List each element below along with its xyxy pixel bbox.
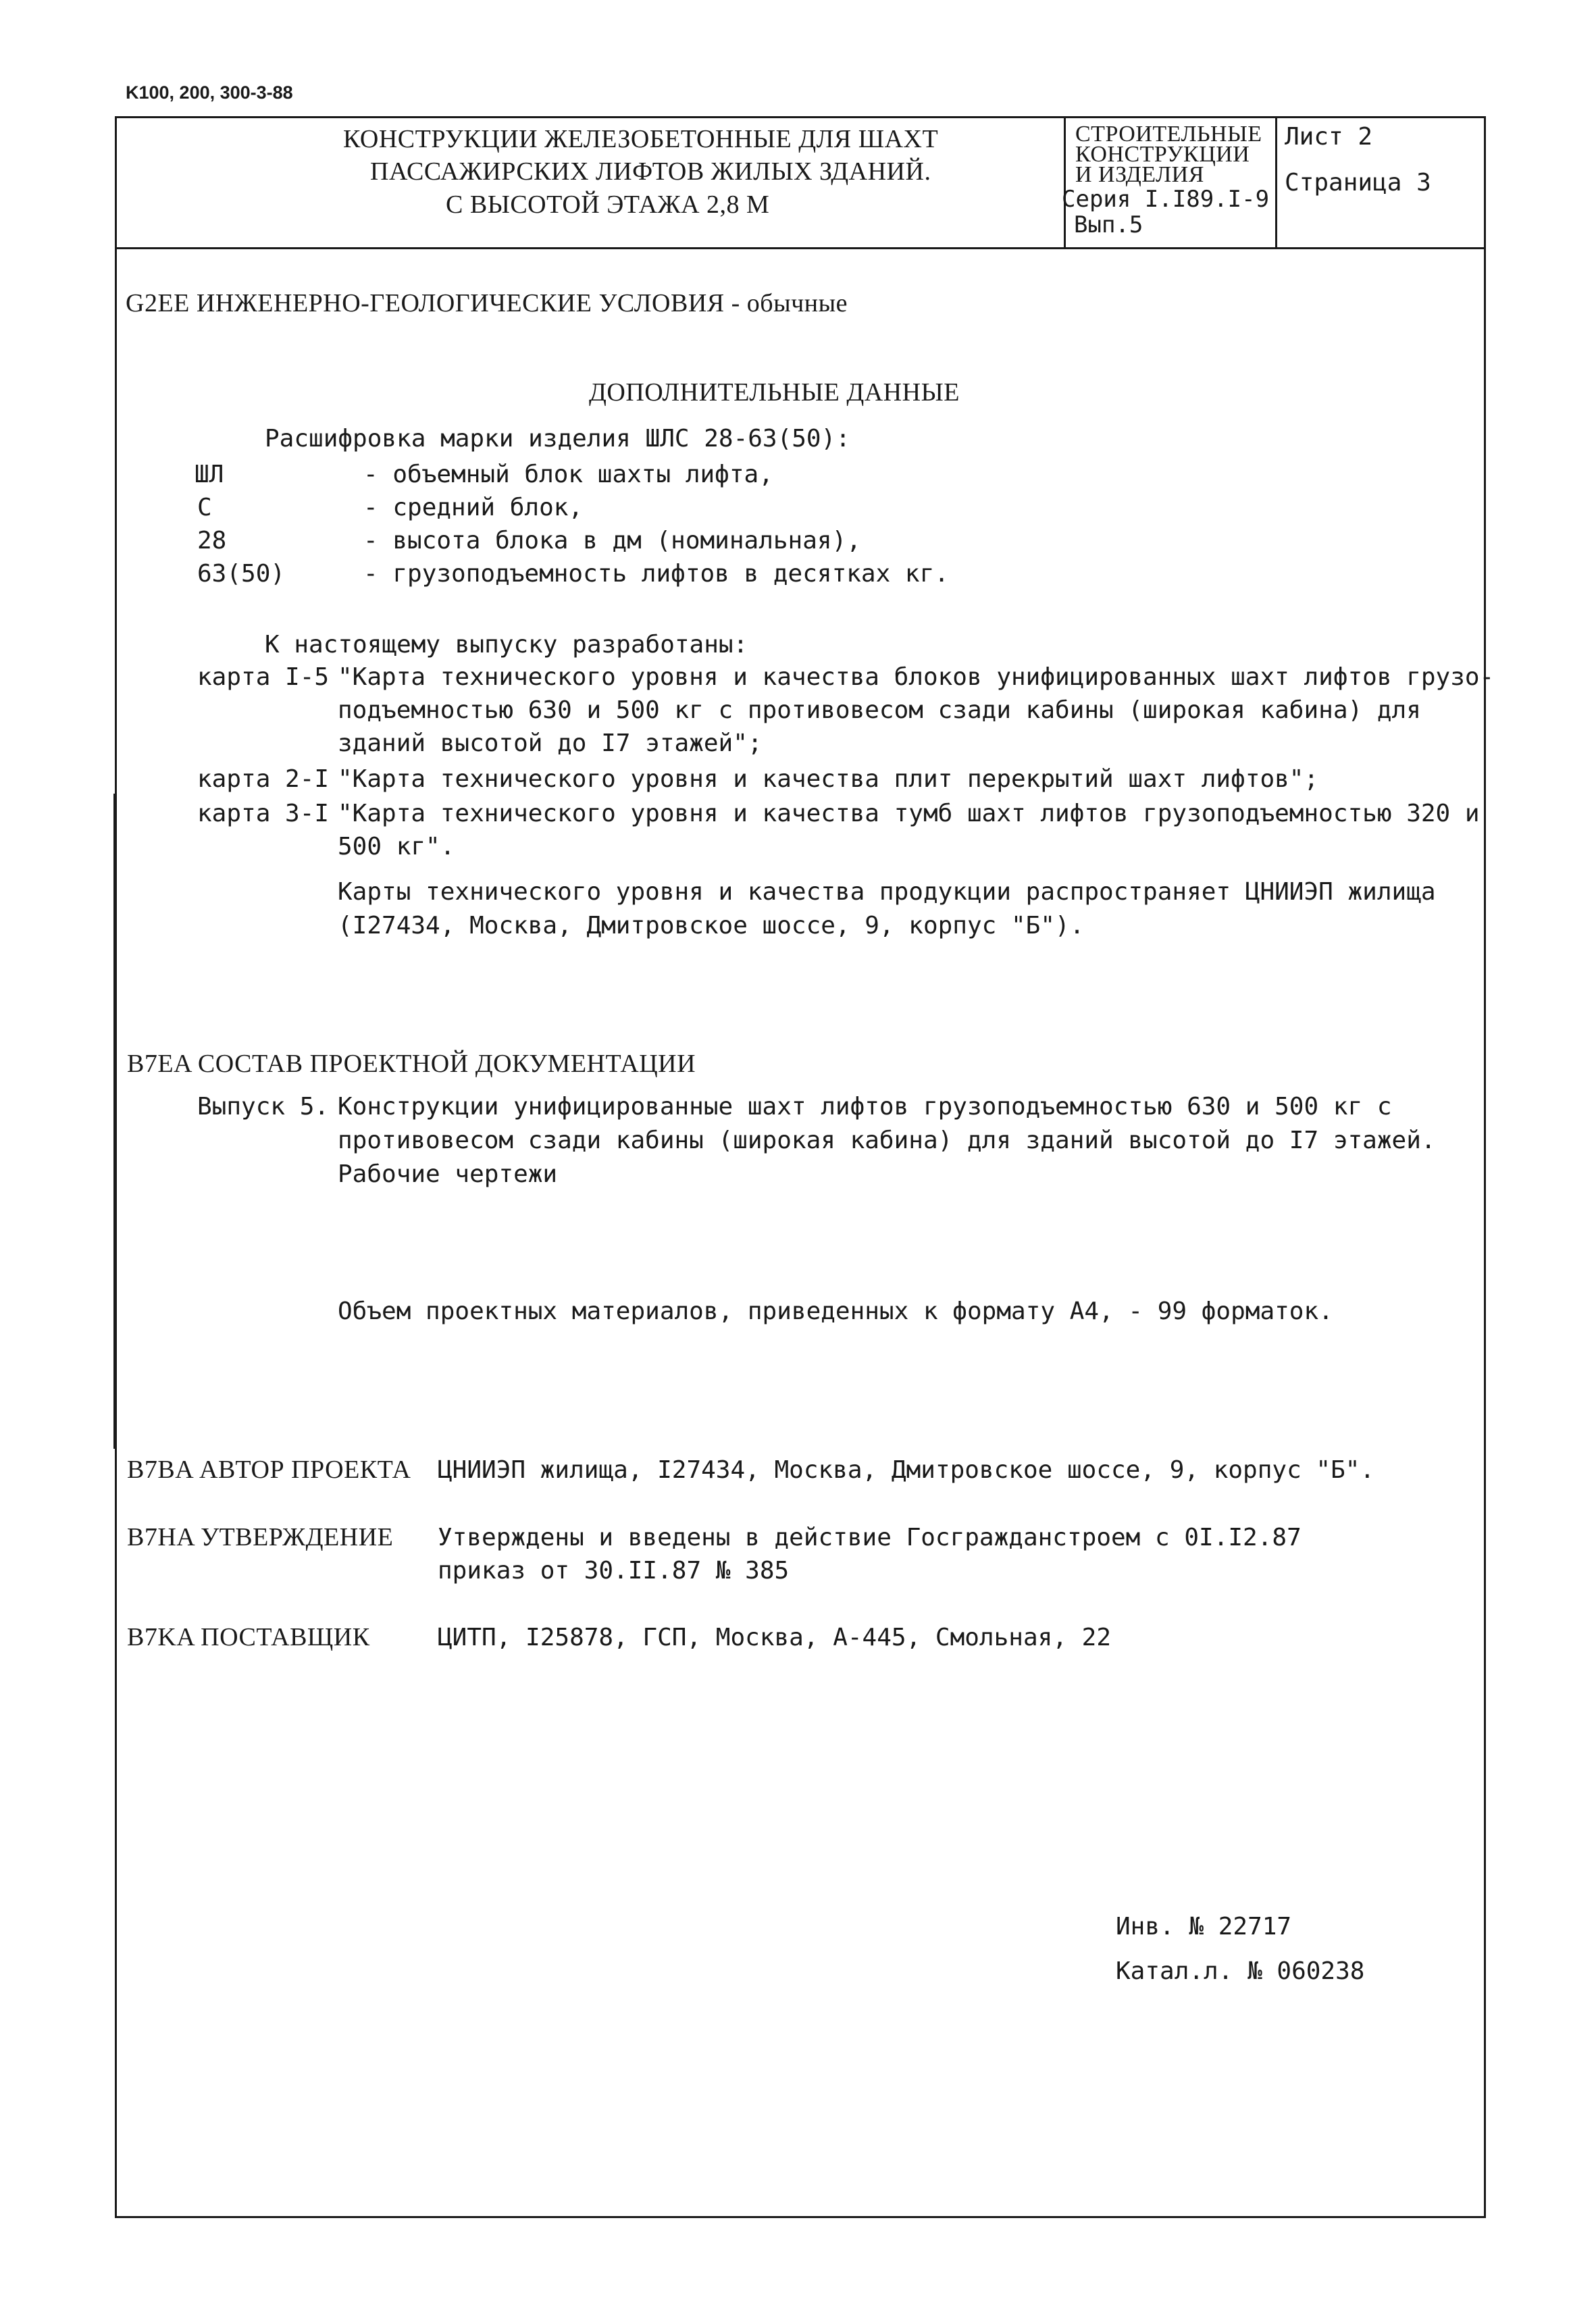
decode-code: 28 bbox=[197, 527, 227, 555]
geology-conditions: G2EE ИНЖЕНЕРНО-ГЕОЛОГИЧЕСКИЕ УСЛОВИЯ - обычные bbox=[126, 289, 848, 317]
header-title-line-2: ПАССАЖИРСКИХ ЛИФТОВ ЖИЛЫХ ЗДАНИЙ. bbox=[370, 157, 931, 186]
left-margin-mark bbox=[113, 794, 116, 1449]
header-bottom-rule bbox=[115, 247, 1486, 249]
card-label: карта 2-I bbox=[197, 765, 330, 793]
header-category-line-1: СТРОИТЕЛЬНЫЕ bbox=[1075, 122, 1262, 147]
approval-line-2: приказ от 30.II.87 № 385 bbox=[438, 1557, 790, 1585]
header-title-line-1: КОНСТРУКЦИИ ЖЕЛЕЗОБЕТОННЫЕ ДЛЯ ШАХТ bbox=[343, 125, 939, 153]
header-divider-1 bbox=[1064, 116, 1066, 249]
header-sheet: Лист 2 bbox=[1285, 123, 1373, 151]
header-series: Серия I.I89.I-9 bbox=[1062, 186, 1270, 213]
additional-data-heading: ДОПОЛНИТЕЛЬНЫЕ ДАННЫЕ bbox=[589, 378, 960, 407]
header-issue: Вып.5 bbox=[1074, 211, 1143, 238]
catalog-number: Катал.л. № 060238 bbox=[1116, 1957, 1365, 1985]
decode-desc: - высота блока в дм (номинальная), bbox=[363, 527, 861, 555]
decode-code: С bbox=[197, 494, 212, 521]
card-label: карта I-5 bbox=[197, 663, 330, 691]
composition-issue-line: Конструкции унифицированные шахт лифтов грузоподъемностью 630 и 500 кг с bbox=[338, 1093, 1392, 1121]
card-text-line: 500 кг". bbox=[338, 833, 455, 860]
header-page: Страница 3 bbox=[1285, 169, 1431, 197]
header-category-line-3: И ИЗДЕЛИЯ bbox=[1075, 162, 1204, 187]
card-text-line: "Карта технического уровня и качества тумб шахт лифтов грузоподъемностью 320 и bbox=[338, 800, 1480, 827]
composition-heading: B7EA СОСТАВ ПРОЕКТНОЙ ДОКУМЕНТАЦИИ bbox=[127, 1050, 696, 1078]
card-text-line: зданий высотой до I7 этажей"; bbox=[338, 729, 763, 757]
decode-code: 63(50) bbox=[197, 560, 286, 588]
header-title-line-3: С ВЫСОТОЙ ЭТАЖА 2,8 М bbox=[446, 190, 770, 219]
decode-desc: - объемный блок шахты лифта, bbox=[363, 461, 773, 488]
distribution-line-1: Карты технического уровня и качества продукции распространяет ЦНИИЭП жилища bbox=[338, 878, 1436, 906]
composition-issue-line: противовесом сзади кабины (широкая кабина) для зданий высотой до I7 этажей. bbox=[338, 1127, 1436, 1154]
composition-issue-line: Рабочие чертежи bbox=[338, 1160, 558, 1188]
approval-line-1: Утверждены и введены в действие Госгражданстроем с 0I.I2.87 bbox=[438, 1524, 1302, 1551]
distribution-line-2: (I27434, Москва, Дмитровское шоссе, 9, корпус "Б"). bbox=[338, 912, 1085, 940]
card-text-line: "Карта технического уровня и качества плит перекрытий шахт лифтов"; bbox=[338, 765, 1319, 793]
card-text-line: "Карта технического уровня и качества блоков унифицированных шахт лифтов грузо- bbox=[338, 663, 1495, 691]
author-label: B7BA АВТОР ПРОЕКТА bbox=[127, 1456, 411, 1484]
decode-intro: Расшифровка марки изделия ШЛС 28-63(50): bbox=[265, 425, 850, 453]
decode-code: ШЛ bbox=[195, 461, 224, 488]
card-text-line: подъемностью 630 и 500 кг с противовесом сзади кабины (широкая кабина) для bbox=[338, 696, 1421, 724]
composition-issue-label: Выпуск 5. bbox=[197, 1093, 330, 1121]
supplier-label: B7KA ПОСТАВЩИК bbox=[127, 1623, 370, 1651]
decode-desc: - средний блок, bbox=[363, 494, 584, 521]
header-divider-2 bbox=[1275, 116, 1277, 249]
composition-volume: Объем проектных материалов, приведенных к формату А4, - 99 форматок. bbox=[338, 1297, 1333, 1325]
author-value: ЦНИИЭП жилища, I27434, Москва, Дмитровское шоссе, 9, корпус "Б". bbox=[438, 1456, 1375, 1484]
header-category-line-2: КОНСТРУКЦИИ bbox=[1075, 142, 1250, 167]
approval-label: B7HA УТВЕРЖДЕНИЕ bbox=[127, 1523, 394, 1551]
supplier-value: ЦИТП, I25878, ГСП, Москва, А-445, Смольная, 22 bbox=[438, 1624, 1111, 1651]
document-code: K100, 200, 300-3-88 bbox=[126, 82, 293, 103]
developed-intro: К настоящему выпуску разработаны: bbox=[265, 631, 748, 659]
decode-desc: - грузоподъемность лифтов в десятках кг. bbox=[363, 560, 949, 588]
card-label: карта 3-I bbox=[197, 800, 330, 827]
inventory-number: Инв. № 22717 bbox=[1116, 1913, 1292, 1940]
